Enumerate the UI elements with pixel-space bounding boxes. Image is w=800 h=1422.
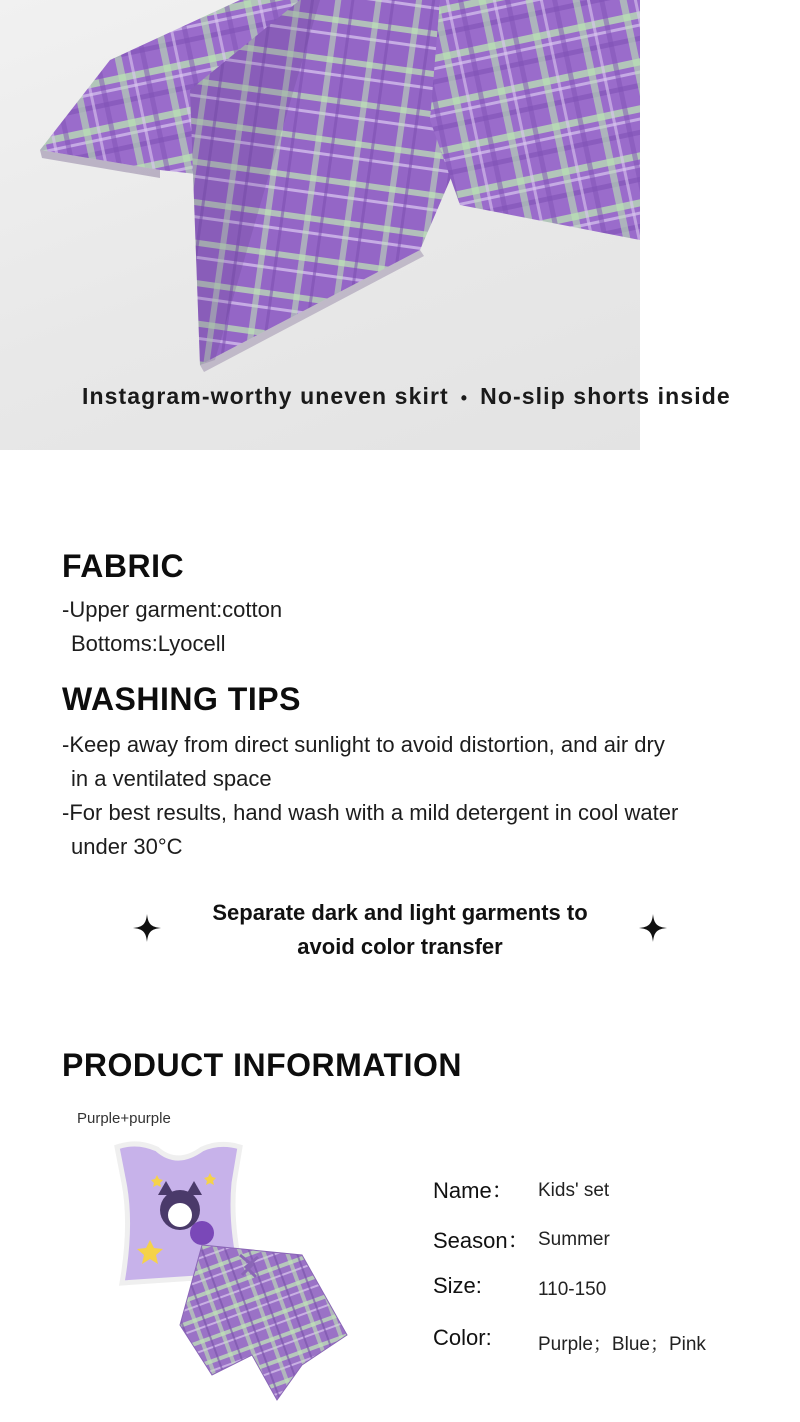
washing-line-1: -Keep away from direct sunlight to avoid distortion, and air dry	[62, 732, 665, 757]
fabric-heading: FABRIC	[62, 548, 185, 584]
spec-name-value: Kids' set	[538, 1180, 610, 1201]
spec-name-key: Name：	[433, 1178, 514, 1203]
washing-heading: WASHING TIPS	[62, 681, 301, 717]
caption-left: Instagram-worthy uneven skirt	[82, 383, 449, 409]
spec-color-key: Color:	[433, 1325, 492, 1350]
washing-line-3: -For best results, hand wash with a mild detergent in cool water	[62, 800, 679, 825]
product-image	[62, 1105, 382, 1405]
washing-line-4: under 30°C	[71, 834, 183, 859]
spec-size-value: 110-150	[538, 1279, 607, 1300]
spec-season-key: Season：	[433, 1228, 530, 1253]
hero-caption	[82, 383, 731, 410]
spec-size-key: Size:	[433, 1273, 482, 1298]
hero-photo	[0, 0, 731, 450]
spec-season-value: Summer	[538, 1229, 610, 1250]
color-transfer-tip	[0, 896, 800, 966]
fabric-line-upper: -Upper garment:cotton	[62, 597, 283, 622]
sparkle-right-icon	[639, 914, 667, 942]
washing-line-2: in a ventilated space	[71, 766, 272, 791]
tip-line-2: avoid color transfer	[297, 934, 503, 959]
caption-right: No-slip shorts inside	[480, 383, 731, 409]
product-heading: PRODUCT INFORMATION	[62, 1047, 462, 1083]
product-image-label: Purple+purple	[77, 1110, 171, 1127]
tip-text	[190, 896, 610, 964]
fabric-line-bottoms: Bottoms:Lyocell	[71, 631, 226, 656]
caption-separator: •	[460, 388, 469, 408]
tip-line-1: Separate dark and light garments to	[212, 900, 588, 925]
sparkle-left-icon	[133, 914, 161, 942]
spec-color-value: Purple；Blue；Pink	[538, 1334, 706, 1355]
